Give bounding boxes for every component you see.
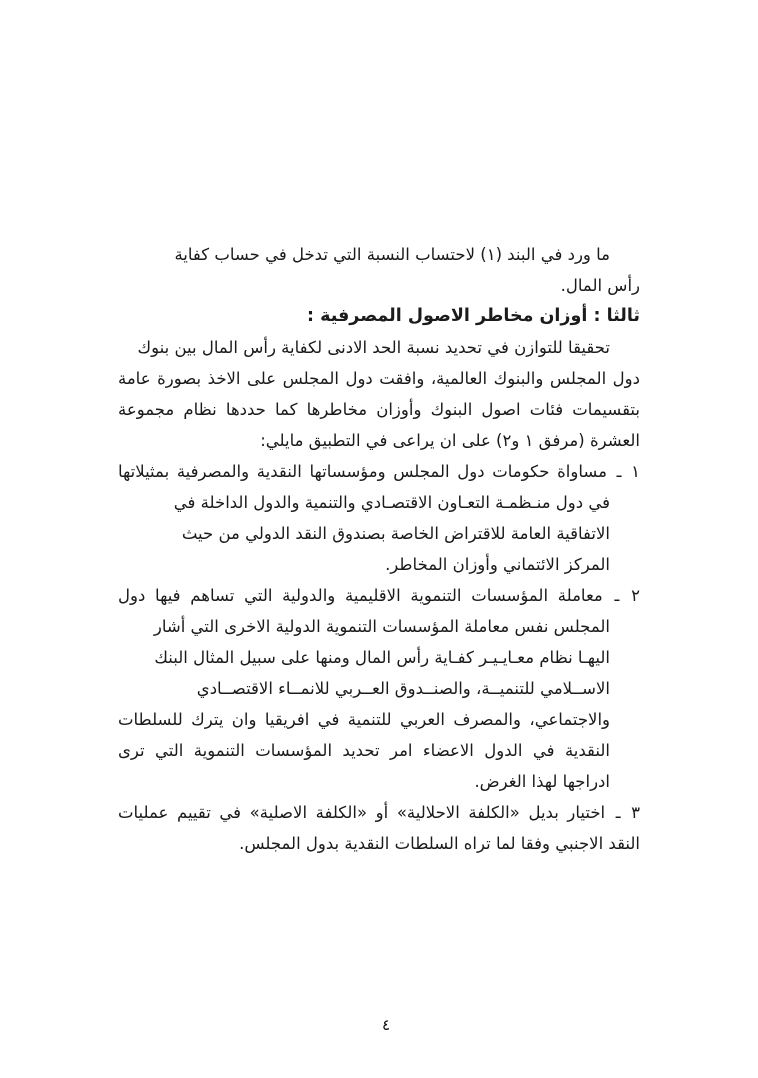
list-item-1-line: الاتفاقية العامة للاقتراض الخاصة بصندوق النقد الدولي من حيث	[181, 524, 610, 543]
list-item-1-first-line	[118, 456, 640, 487]
item-number: ٢	[631, 586, 641, 605]
item-text: معاملة المؤسسات التنموية الاقليمية والدولية التي تساهم فيها دول	[118, 586, 603, 605]
list-item-1-line: في دول منـظمـة التعـاون الاقتصـادي والتنمية والدول الداخلة في	[173, 493, 610, 512]
list-item-2-line: النقدية في الدول الاعضاء امر تحديد المؤسسات التنموية التي ترى	[118, 741, 610, 760]
section-heading: ثالثا : أوزان مخاطر الاصول المصرفية :	[307, 306, 640, 326]
list-item-1-line: المركز الائتماني وأوزان المخاطر.	[385, 555, 610, 574]
body-text-line: رأس المال.	[560, 276, 640, 295]
item-number: ١	[631, 462, 641, 481]
item-number: ٣	[631, 803, 641, 822]
item-text: مساواة حكومات دول المجلس ومؤسساتها النقدية والمصرفية بمثيلاتها	[118, 462, 607, 481]
body-text-line: ما ورد في البند (١) لاحتساب النسبة التي تدخل في حساب كفاية	[174, 245, 610, 264]
list-item-3-line: النقد الاجنبي وفقا لما تراه السلطات النقدية بدول المجلس.	[239, 834, 640, 853]
list-item-2-first-line	[118, 580, 640, 611]
item-dash: ـ	[614, 586, 620, 605]
page-number: ٤	[381, 1016, 391, 1034]
list-item-2-line: المجلس نفس معاملة المؤسسات التنموية الدولية الاخرى التي أشار	[153, 617, 610, 636]
body-text-line: تحقيقا للتوازن في تحديد نسبة الحد الادنى لكفاية رأس المال بين بنوك	[137, 338, 610, 357]
body-text-line: دول المجلس والبنوك العالمية، وافقت دول المجلس على الاخذ بصورة عامة	[118, 369, 640, 388]
page-body	[118, 239, 640, 859]
item-dash: ـ	[615, 803, 621, 822]
body-text-line: بتقسيمات فئات اصول البنوك وأوزان مخاطرها كما حددها نظام مجموعة	[118, 400, 640, 419]
body-text-line: العشرة (مرفق ١ و٢) على ان يراعى في التطبيق مايلي:	[260, 431, 640, 450]
list-item-2-line: اليهـا نظام معـايـيـر كفـاية رأس المال ومنها على سبيل المثال البنك	[154, 648, 610, 667]
item-dash: ـ	[616, 462, 622, 481]
list-item-2-line: الاســلامي للتنميــة، والصنــدوق العــربي للانمــاء الاقتصــادي	[196, 679, 610, 698]
list-item-2-line: ادراجها لهذا الغرض.	[474, 772, 610, 791]
item-text: اختيار بديل «الكلفة الاحلالية» أو «الكلفة الاصلية» في تقييم عمليات	[118, 803, 606, 822]
list-item-3-first-line	[118, 797, 640, 828]
list-item-2-line: والاجتماعي، والمصرف العربي للتنمية في افريقيا وان يترك للسلطات	[118, 710, 610, 729]
